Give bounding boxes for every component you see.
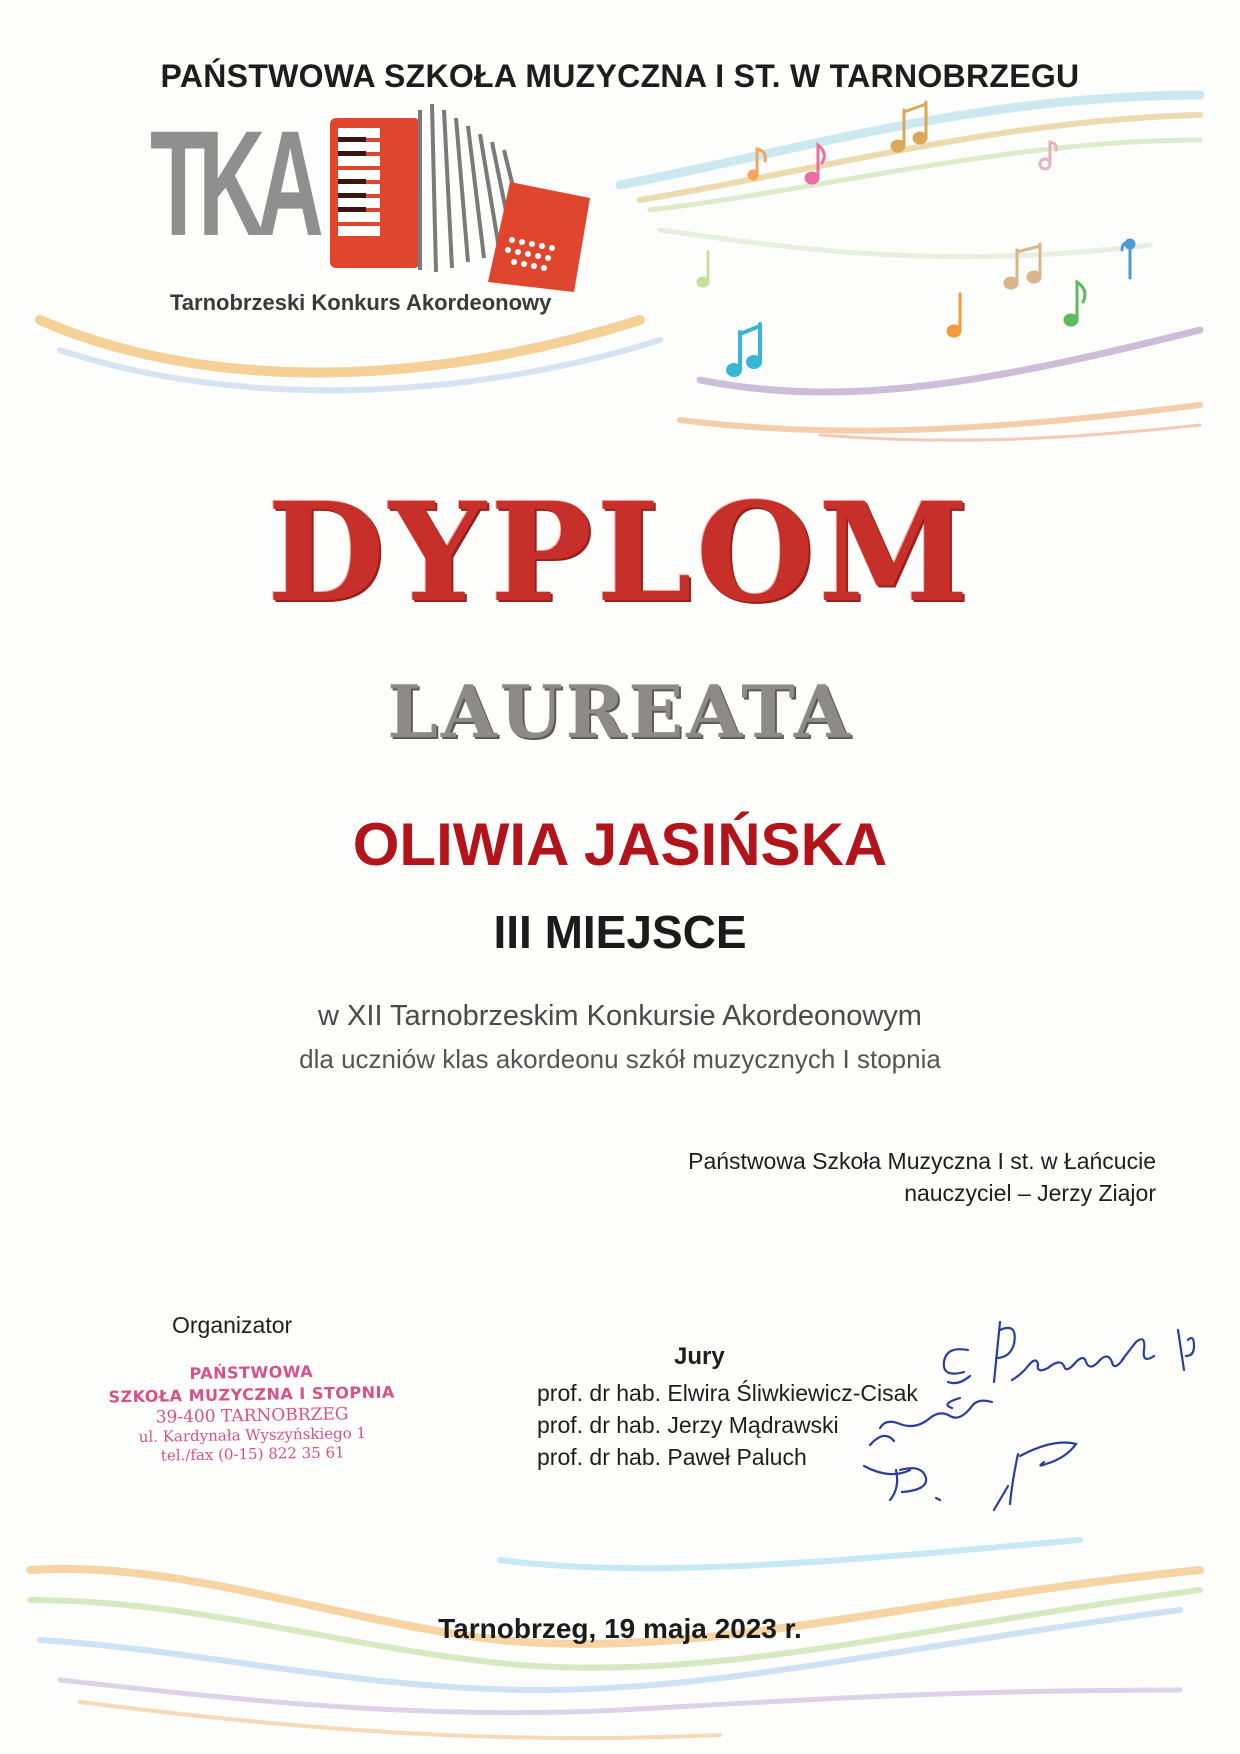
stamp-line: SZKOŁA MUZYCZNA I STOPNIA — [108, 1382, 396, 1407]
jury-signatures — [864, 1322, 1194, 1510]
laureate-school: Państwowa Szkoła Muzyczna I st. w Łańcucie — [688, 1148, 1156, 1174]
note-icon — [1005, 244, 1040, 288]
stamp-line: ul. Kardynała Wyszyńskiego 1 — [138, 1424, 367, 1446]
note-icon — [1122, 240, 1134, 278]
accordion-icon — [330, 104, 590, 292]
jury-member: prof. dr hab. Paweł Paluch — [537, 1444, 807, 1470]
award-place: III MIEJSCE — [493, 906, 747, 958]
laureate-name: OLIWIA JASIŃSKA — [352, 811, 888, 878]
competition-audience: dla uczniów klas akordeonu szkół muzycznych I stopnia — [299, 1044, 941, 1074]
organizer-label: Organizator — [172, 1312, 293, 1338]
note-icon — [1065, 282, 1085, 325]
school-header: PAŃSTWOWA SZKOŁA MUZYCZNA I ST. W TARNOBRZEGU — [160, 58, 1080, 94]
diploma-subtitle: LAUREATA — [387, 669, 853, 754]
jury-label: Jury — [674, 1343, 725, 1370]
stamp-line: tel./fax (0-15) 822 35 61 — [160, 1443, 345, 1465]
laureate-teacher: nauczyciel – Jerzy Ziajor — [904, 1180, 1156, 1206]
logo-subtitle: Tarnobrzeski Konkurs Akordeonowy — [170, 290, 552, 315]
music-notes — [698, 102, 1134, 375]
jury-member: prof. dr hab. Elwira Śliwkiewicz-Cisak — [537, 1380, 918, 1406]
competition-name: w XII Tarnobrzeskim Konkursie Akordeonowym — [318, 1000, 922, 1032]
note-icon — [698, 252, 708, 286]
place-and-date: Tarnobrzeg, 19 maja 2023 r. — [438, 1613, 802, 1644]
logo-letters: TKA — [150, 99, 316, 267]
jury-member: prof. dr hab. Jerzy Mądrawski — [537, 1412, 839, 1438]
note-icon — [948, 294, 960, 336]
diploma-title: DYPLOM — [267, 473, 973, 633]
note-icon — [728, 324, 760, 375]
stamp-line: PAŃSTWOWA — [189, 1361, 314, 1384]
organizer-stamp — [101, 1359, 403, 1466]
stamp-line: 39-400 TARNOBRZEG — [155, 1404, 349, 1428]
